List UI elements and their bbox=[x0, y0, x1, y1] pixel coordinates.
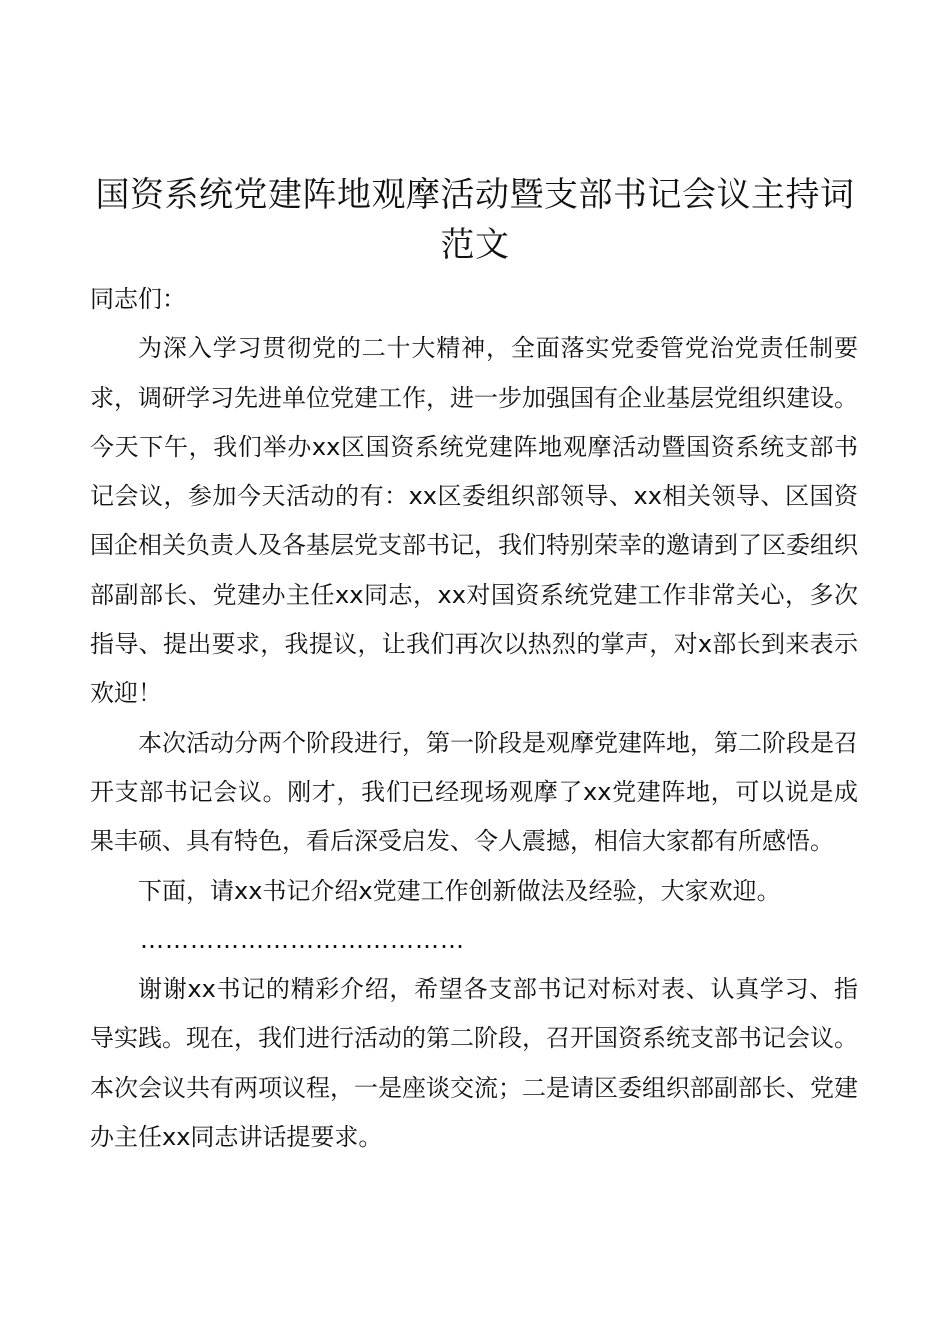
document-title: 国资系统党建阵地观摩活动暨支部书记会议主持词范文 bbox=[95, 175, 855, 265]
paragraph-stages: 本次活动分两个阶段进行，第一阶段是观摩党建阵地，第二阶段是召开支部书记会议。刚才，我们已经现场观摩了xx党建阵地，可以说是成果丰硕、具有特色，看后深受启发、令人震撼，相信大家都有所感悟。 bbox=[90, 728, 858, 856]
ellipsis-separator: ………………………………… bbox=[140, 925, 465, 954]
paragraph-closing: 谢谢xx书记的精彩介绍，希望各支部书记对标对表、认真学习、指导实践。现在，我们进行活动的第二阶段，召开国资系统支部书记会议。本次会议共有两项议程，一是座谈交流；二是请区委组织部副部长、党建办主任xx同志讲话提要求。 bbox=[90, 975, 858, 1152]
greeting: 同志们： bbox=[90, 285, 186, 313]
document-body bbox=[90, 275, 858, 1162]
paragraph-intro: 为深入学习贯彻党的二十大精神，全面落实党委管党治党责任制要求，调研学习先进单位党建工作，进一步加强国有企业基层党组织建设。今天下午，我们举办xx区国资系统党建阵地观摩活动暨国资系统支部书记会议，参加今天活动的有：xx区委组织部领导、xx相关领导、区国资国企相关负责人及各基层党支部书记，我们特别荣幸的邀请到了区委组织部副部长、党建办主任xx同志，xx对国资系统党建工作非常关心，多次指导、提出要求，我提议，让我们再次以热烈的掌声，对x部长到来表示欢迎！ bbox=[90, 334, 858, 708]
paragraph-invitation: 下面，请xx书记介绍x党建工作创新做法及经验，大家欢迎。 bbox=[138, 876, 781, 905]
